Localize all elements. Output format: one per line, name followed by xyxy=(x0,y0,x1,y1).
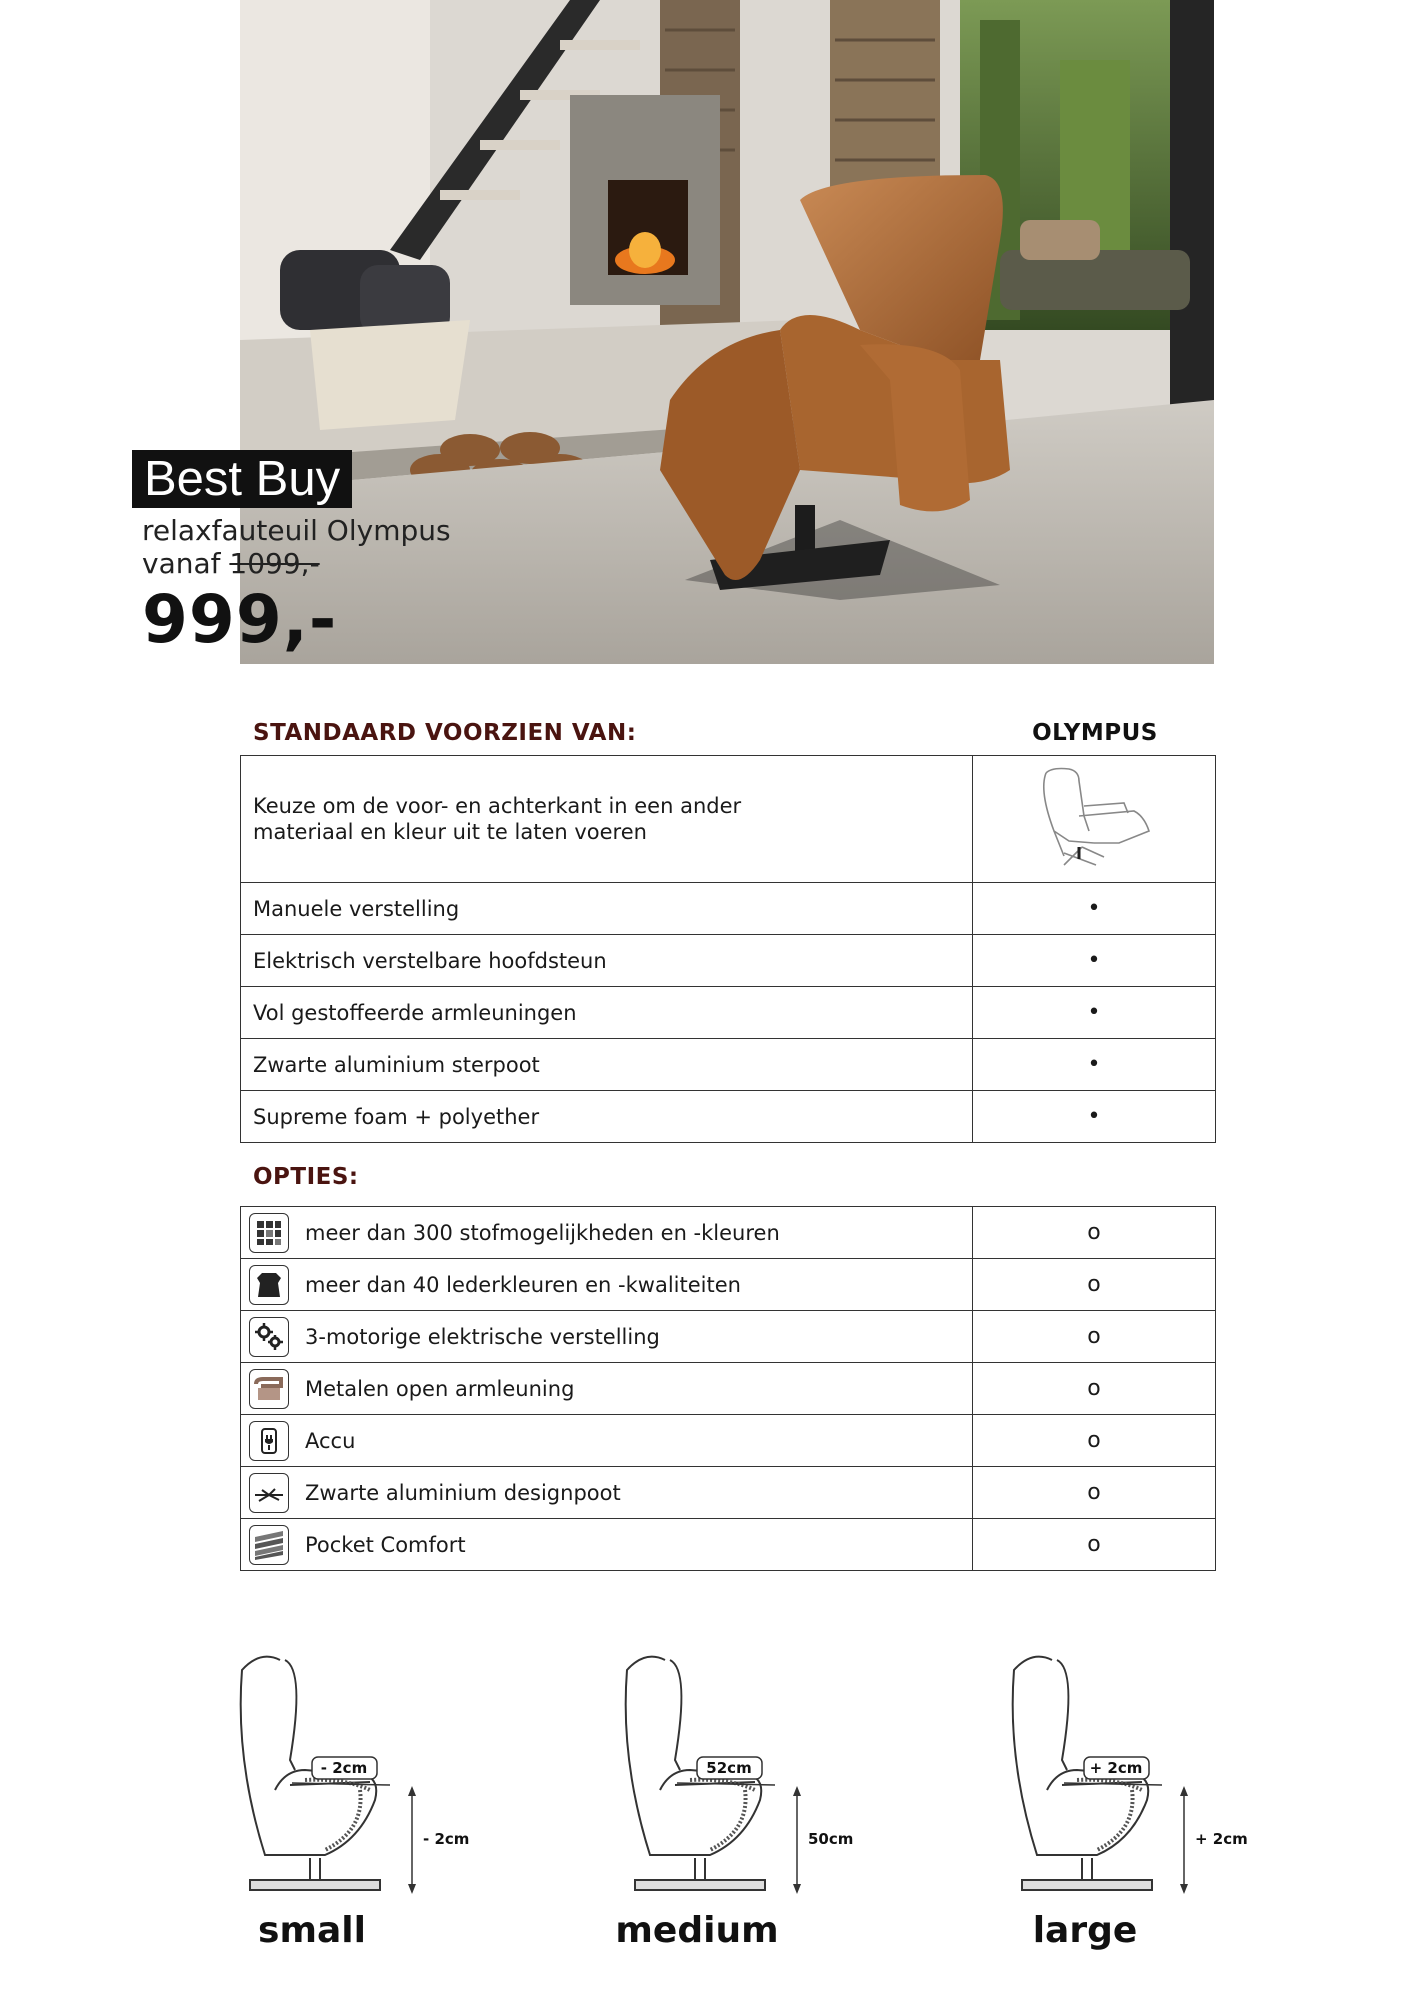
best-buy-badge: Best Buy xyxy=(132,450,352,508)
table-row xyxy=(241,935,1216,987)
standard-features-table xyxy=(240,755,1216,1143)
option-label: meer dan 40 lederkleuren en -kwaliteiten xyxy=(305,1272,741,1297)
table-row xyxy=(241,883,1216,935)
battery-icon xyxy=(249,1421,289,1461)
old-price: 1099,- xyxy=(229,547,320,580)
star-base-icon xyxy=(249,1473,289,1513)
leather-icon xyxy=(249,1265,289,1305)
feature-label: Vol gestoffeerde armleuningen xyxy=(241,987,973,1039)
option-label: meer dan 300 stofmogelijkheden en -kleuren xyxy=(305,1220,780,1245)
option-mark: o xyxy=(973,1415,1216,1467)
option-label: 3-motorige elektrische verstelling xyxy=(305,1324,660,1349)
option-mark: o xyxy=(973,1363,1216,1415)
feature-image-cell xyxy=(973,756,1216,883)
option-label: Accu xyxy=(305,1428,356,1453)
feature-label: Supreme foam + polyether xyxy=(241,1091,973,1143)
table-row xyxy=(241,1259,1216,1311)
recliner-sketch-icon xyxy=(1024,761,1164,871)
size-small-label: small xyxy=(258,1910,366,1951)
feature-mark: • xyxy=(973,1039,1216,1091)
price-from xyxy=(142,547,320,581)
size-height-label: 50cm xyxy=(808,1830,854,1848)
feature-label: Keuze om de voor- en achterkant in een ander materiaal en kleur uit te laten voeren xyxy=(241,756,973,883)
sale-price: 999,- xyxy=(142,581,338,658)
feature-label: Manuele verstelling xyxy=(241,883,973,935)
living-room-illustration xyxy=(240,0,1214,664)
options-table xyxy=(240,1206,1216,1571)
table-row xyxy=(241,1415,1216,1467)
option-label: Pocket Comfort xyxy=(305,1532,466,1557)
table-row xyxy=(241,1467,1216,1519)
option-label: Metalen open armleuning xyxy=(305,1376,575,1401)
feature-mark: • xyxy=(973,883,1216,935)
from-label: vanaf xyxy=(142,547,221,580)
table-row xyxy=(241,987,1216,1039)
table-row xyxy=(241,1363,1216,1415)
table-row xyxy=(241,1039,1216,1091)
size-large-label: large xyxy=(1032,1910,1138,1951)
size-height-label: + 2cm xyxy=(1195,1830,1248,1848)
option-mark: o xyxy=(973,1311,1216,1363)
size-depth-label: - 2cm xyxy=(320,1759,368,1777)
size-height-label: - 2cm xyxy=(423,1830,470,1848)
feature-mark: • xyxy=(973,987,1216,1039)
size-diagram-medium xyxy=(615,1640,935,1910)
model-column-title: OLYMPUS xyxy=(1032,720,1158,746)
product-name: relaxfauteuil Olympus xyxy=(142,514,451,547)
option-mark: o xyxy=(973,1467,1216,1519)
options-title: OPTIES: xyxy=(253,1164,359,1190)
size-diagram-large xyxy=(1002,1640,1322,1910)
feature-mark: • xyxy=(973,1091,1216,1143)
option-mark: o xyxy=(973,1259,1216,1311)
standard-title: STANDAARD VOORZIEN VAN: xyxy=(253,720,637,746)
springs-icon xyxy=(249,1525,289,1565)
hero-photo xyxy=(240,0,1214,664)
table-row xyxy=(241,756,1216,883)
option-mark: o xyxy=(973,1207,1216,1259)
feature-label: Elektrisch verstelbare hoofdsteun xyxy=(241,935,973,987)
table-row xyxy=(241,1091,1216,1143)
size-diagram-small xyxy=(230,1640,550,1910)
table-row xyxy=(241,1311,1216,1363)
size-depth-label: 52cm xyxy=(706,1759,752,1777)
option-label: Zwarte aluminium designpoot xyxy=(305,1480,621,1505)
table-row xyxy=(241,1207,1216,1259)
feature-mark: • xyxy=(973,935,1216,987)
table-row xyxy=(241,1519,1216,1571)
feature-label: Zwarte aluminium sterpoot xyxy=(241,1039,973,1091)
fabric-icon xyxy=(249,1213,289,1253)
size-medium-label: medium xyxy=(615,1910,779,1951)
option-mark: o xyxy=(973,1519,1216,1571)
size-depth-label: + 2cm xyxy=(1089,1759,1143,1777)
armrest-icon xyxy=(249,1369,289,1409)
gears-icon xyxy=(249,1317,289,1357)
